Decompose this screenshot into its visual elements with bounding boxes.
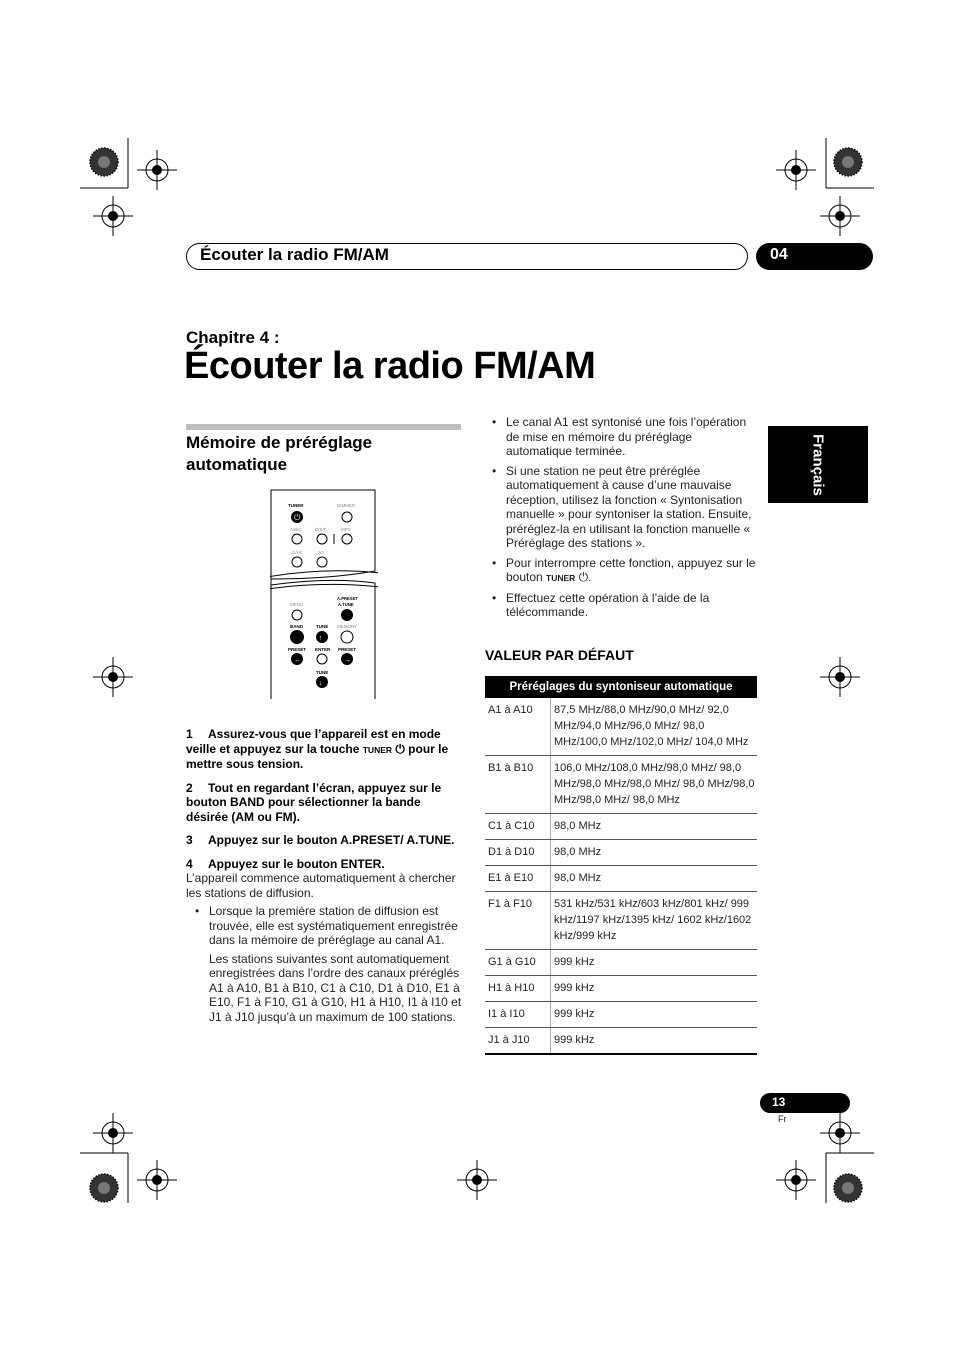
preset-range: F1 à F10 (485, 892, 551, 950)
svg-text:←: ← (294, 657, 301, 664)
step-text: Assurez-vous que l’appareil est en mode veille et appuyez sur la touche (186, 727, 441, 756)
remote-label-memory: MEMORY (337, 624, 358, 629)
table-row (485, 698, 757, 756)
preset-range: H1 à H10 (485, 976, 551, 1002)
preset-range: E1 à E10 (485, 866, 551, 892)
note-text: ⏻. (575, 570, 592, 584)
svg-text:→: → (344, 657, 351, 664)
step-number: 2 (186, 780, 193, 795)
steps-list (186, 727, 462, 1024)
list-item: • Effectuez cette opération à l’aide de la télécommande. (506, 591, 757, 620)
step-4-bullets (186, 904, 462, 948)
remote-label-dimmer: DIMMER (337, 503, 356, 508)
header-title: Écouter la radio FM/AM (200, 245, 389, 264)
remote-label-tuner: TUNER (288, 503, 304, 508)
section-title: Mémoire de préréglage automatique (186, 433, 373, 474)
remote-label-tune: TUNE (316, 624, 329, 629)
svg-text:↑: ↑ (319, 635, 323, 642)
preset-frequencies: 98,0 MHz (551, 840, 758, 866)
notes-list (485, 415, 757, 620)
preset-frequencies: 999 kHz (551, 1002, 758, 1028)
preset-range: G1 à G10 (485, 950, 551, 976)
tuner-key-label: TUNER (362, 744, 393, 755)
step-2 (186, 781, 462, 825)
remote-label-band: BAND (290, 624, 303, 629)
preset-frequencies: 98,0 MHz (551, 866, 758, 892)
list-item (506, 556, 757, 586)
remote-illustration (270, 489, 378, 699)
step-4 (186, 857, 462, 872)
step-1 (186, 727, 462, 772)
preset-range: J1 à J10 (485, 1028, 551, 1055)
language-tab (768, 426, 868, 503)
svg-text:↓: ↓ (319, 680, 323, 687)
svg-text:⏻: ⏻ (294, 513, 301, 522)
preset-frequencies: 999 kHz (551, 950, 758, 976)
table-row (485, 1028, 757, 1055)
preset-frequencies: 106,0 MHz/108,0 MHz/98,0 MHz/ 98,0 MHz/98,0 MHz/98,0 MHz/ 98,0 MHz/98,0 MHz/98,0 MHz/ 98,0 MHz (551, 756, 758, 814)
preset-range: C1 à C10 (485, 814, 551, 840)
notes-column (485, 415, 757, 625)
remote-label-atune: A.TUNE (338, 602, 354, 607)
page-language: Fr (778, 1114, 787, 1124)
remote-label-j: J/J (318, 550, 324, 555)
step-text: ⏻ pour le mettre sous tension. (186, 741, 449, 771)
list-item: • Le canal A1 est syntonisé une fois l’opération de mise en mémoire du préréglage automatique terminée. (506, 415, 757, 459)
tuner-key-label: TUNER (546, 573, 576, 583)
step-number: 4 (186, 856, 193, 871)
step-text: Appuyez sur le bouton ENTER. (208, 856, 385, 871)
step-4-description: L’appareil commence automatiquement à chercher les stations de diffusion. (186, 871, 456, 900)
section-rule (186, 424, 461, 430)
table-row (485, 756, 757, 814)
remote-label-mpx: MPX (341, 527, 351, 532)
chapter-number-badge: 04 (756, 243, 873, 270)
preset-range: A1 à A10 (485, 698, 551, 756)
remote-label-preset-right: PRESET (338, 647, 357, 652)
list-item: • Lorsque la première station de diffusion est trouvée, elle est systématiquement enregistrée dans la mémoire de préréglage au canal A1. (209, 904, 462, 948)
remote-label-ghi: G/H/I (292, 550, 303, 555)
preset-frequencies: 87,5 MHz/88,0 MHz/90,0 MHz/ 92,0 MHz/94,0 MHz/96,0 MHz/ 98,0 MHz/100,0 MHz/102,0 MHz/ 104,0 MHz (551, 698, 758, 756)
language-tab-label: Français (809, 433, 827, 496)
remote-label-def: D/E/F (315, 527, 327, 532)
chapter-title: Écouter la radio FM/AM (184, 345, 596, 387)
preset-frequencies: 531 kHz/531 kHz/603 kHz/801 kHz/ 999 kHz/1197 kHz/1395 kHz/ 1602 kHz/1602 kHz/999 kHz (551, 892, 758, 950)
table-row (485, 1002, 757, 1028)
defaults-heading: VALEUR PAR DÉFAUT (485, 647, 634, 663)
table-row (485, 950, 757, 976)
remote-label-abc: A/B/C (290, 527, 302, 532)
table-row (485, 866, 757, 892)
remote-label-preset-left: PRESET (288, 647, 307, 652)
remote-label-menu: MENU (290, 602, 304, 607)
preset-range: I1 à I10 (485, 1002, 551, 1028)
page-number: 13 (760, 1093, 850, 1113)
step-number: 1 (186, 727, 193, 741)
remote-label-apreset: A.PRESET (337, 596, 358, 601)
step-4-note: Les stations suivantes sont automatiquement enregistrées dans l’ordre des canaux préréglés A1 à A10, B1 à B10, C1 à C10, D1 à D10, E1 à E10, F1 à F10, G1 à G10, H1 à H10, I1 à I10 et J1 à J10 jusqu’à un maximum de 100 stations. (209, 951, 462, 1024)
step-number: 3 (186, 833, 193, 847)
preset-frequencies: 999 kHz (551, 1028, 758, 1055)
table-row (485, 892, 757, 950)
presets-table (485, 676, 757, 1055)
note-text: Pour interrompre cette fonction, appuyez sur le bouton (506, 555, 756, 584)
table-row (485, 840, 757, 866)
chapter-label: Chapitre 4 : (186, 328, 280, 347)
remote-label-enter: ENTER (315, 647, 331, 652)
step-text: Appuyez sur le bouton A.PRESET/ A.TUNE. (208, 833, 455, 847)
table-header: Préréglages du syntoniseur automatique (485, 676, 757, 698)
preset-range: D1 à D10 (485, 840, 551, 866)
remote-label-tune-bottom: TUNE (316, 670, 329, 675)
preset-frequencies: 999 kHz (551, 976, 758, 1002)
step-text: Tout en regardant l’écran, appuyez sur le bouton BAND pour sélectionner la bande désirée (AM ou FM). (186, 780, 442, 824)
step-3 (186, 833, 462, 848)
preset-range: B1 à B10 (485, 756, 551, 814)
preset-frequencies: 98,0 MHz (551, 814, 758, 840)
table-row (485, 976, 757, 1002)
table-row (485, 814, 757, 840)
list-item: • Si une station ne peut être préréglée automatiquement à cause d’une mauvaise réception, utilisez la fonction « Syntonisation manuelle » pour syntoniser la station. Ensuite, préréglez-la en utilisant la fonction manuelle « Préréglage des stations ». (506, 464, 757, 551)
